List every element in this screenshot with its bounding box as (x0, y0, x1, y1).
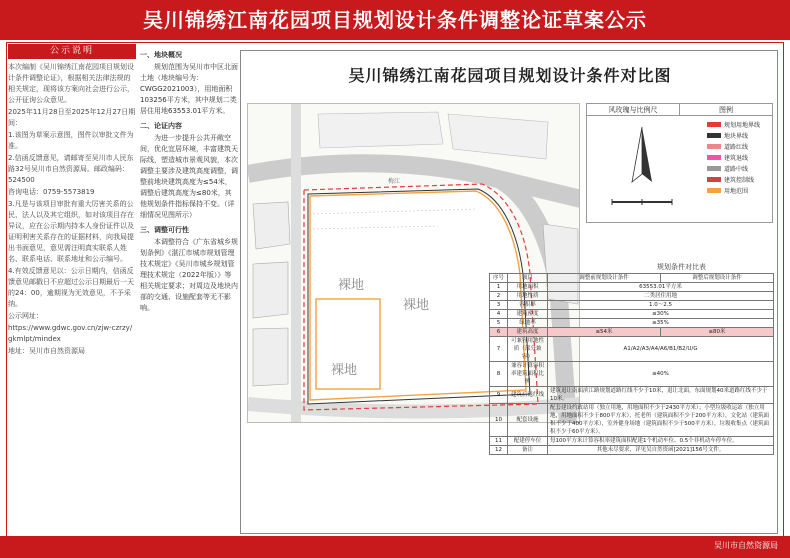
legend-item (707, 186, 748, 195)
row-item: 备注 (508, 446, 548, 455)
legend-header-compass: 风玫瑰与比例尺 (587, 104, 680, 115)
legend-swatch (707, 122, 721, 127)
row-number: 10 (490, 404, 508, 437)
row-item: 配建停车位 (508, 437, 548, 446)
notice-address: 地址：吴川市自然资源局 (8, 347, 85, 355)
legend-label: 道路中线 (724, 166, 749, 173)
notes-section (140, 121, 238, 221)
row-value: ≤40% (548, 362, 774, 387)
legend-label: 建筑退线 (724, 155, 749, 162)
page-title: 吴川锦绣江南花园项目规划设计条件调整论证草案公示 (0, 0, 790, 40)
table-caption: 规划条件对比表 (657, 263, 706, 271)
row-item: 用地面积 (508, 283, 548, 292)
row-value: ≤30% (548, 310, 774, 319)
table-row (490, 437, 774, 446)
legend-label: 用地范围 (724, 188, 749, 195)
legend-swatch (707, 144, 721, 149)
lot-label: 裸地 (403, 298, 430, 313)
notes-section-title: 三、调整可行性 (140, 226, 189, 234)
row-number: 12 (490, 446, 508, 455)
legend-item (707, 120, 760, 129)
notice-para: 2.信函反馈意见，请邮寄至吴川市人民东路32号吴川市自然资源局。邮政编码：524500 (8, 154, 134, 184)
legend-item (707, 142, 748, 151)
table-row (490, 283, 774, 292)
lot-label: 裸地 (331, 363, 358, 378)
table-header-cell: 调整前规划设计条件 (548, 274, 661, 283)
row-item: 用地性质 (508, 292, 548, 301)
row-before: ≤54米 (548, 328, 661, 337)
table-header-cell: 序号 (490, 274, 508, 283)
row-number: 6 (490, 328, 508, 337)
notes-section-title: 二、论证内容 (140, 122, 182, 130)
notice-heading: 公示说明 (8, 44, 136, 59)
row-item: 可兼容用地性质（部分兼容） (508, 337, 548, 362)
notice-para: 4.有效反馈意见以：公示日期内，信函反馈意见邮戳日不应超过公示日期最后一天的24：00，逾期视为无效意见，不予采纳。 (8, 267, 134, 308)
legend-swatch (707, 155, 721, 160)
table-row (490, 362, 774, 387)
row-number: 4 (490, 310, 508, 319)
legend-item (707, 153, 748, 162)
row-number: 2 (490, 292, 508, 301)
legend-item (707, 164, 748, 173)
row-value: 1.0～2.5 (548, 301, 774, 310)
row-number: 9 (490, 387, 508, 404)
notes-section (140, 50, 238, 117)
legend-swatch (707, 177, 721, 182)
row-item: 绿地率 (508, 319, 548, 328)
notice-para: 2025年11月28日至2025年12月27日期间： (8, 108, 136, 127)
row-number: 1 (490, 283, 508, 292)
row-value: ≥35% (548, 319, 774, 328)
table-row (490, 301, 774, 310)
notes-section-title: 一、地块概况 (140, 51, 182, 59)
notes-section-body: 本调整符合《广东省城乡规划条例》《湛江市城市规划管理技术规定》《吴川市城乡规划管理技术规定（2022年版）》等相关规定要求；对周边及地块内部的交通、设施配套等无不影响。 (140, 238, 238, 312)
row-number: 8 (490, 362, 508, 387)
row-value: 二类居住用地 (548, 292, 774, 301)
row-value: 其他未尽要求，详见吴自然资函[2021]156号文件。 (548, 446, 774, 455)
legend-header-legend: 图例 (719, 106, 733, 114)
comparison-table (489, 273, 774, 455)
row-after: ≤80米 (661, 328, 774, 337)
north-arrow-icon (607, 122, 677, 212)
row-item: 容积率 (508, 301, 548, 310)
row-item: 建筑后退红线 (508, 387, 548, 404)
notes-section (140, 225, 238, 314)
notice-sidebar (8, 44, 136, 532)
legend-swatch (707, 133, 721, 138)
table-body (490, 283, 774, 455)
row-item: 配套设施 (508, 404, 548, 437)
row-value: 配套建设约政站用（独立用地，用地面积不少于2430平方米）；小型垃圾收运站（独立用地，用地面积不少于800平方米），托老所（建筑面积不少于200平方米），文化站（建筑面积不少于400平方米），室外健身场地（建筑面积不少于500平方米），垃圾收集点（建筑面积不少于60平方米）。 (548, 404, 774, 437)
legend-label: 道路红线 (724, 144, 749, 151)
row-value: A1/A2/A3/A4/A6/B1/B2/U/G (548, 337, 774, 362)
drawing-title: 吴川锦绣江南花园项目规划设计条件对比图 (348, 66, 672, 85)
legend-swatch (707, 166, 721, 171)
notice-para: 公示网址： (8, 312, 43, 320)
notice-para: 咨询电话：0759-5573819 (8, 188, 95, 196)
comparison-table-wrap (489, 261, 774, 455)
row-number: 3 (490, 301, 508, 310)
row-item: 兼容计算容积率建筑面积比例 (508, 362, 548, 387)
table-header-cell: 项目 (508, 274, 548, 283)
legend-item (707, 131, 748, 140)
row-number: 11 (490, 437, 508, 446)
notes-column (140, 50, 238, 318)
notes-section-body: 为进一步提升公共开敞空间，优化宜居环境，丰富建筑天际线，塑造城市景观风貌，本次调整主要涉及建筑高度调整，调整前地块建筑高度为≤54米，调整后建筑高度为≤80米，其他规划条件指标保持不变。（详细情况见图所示） (140, 134, 238, 219)
legend-box (586, 103, 773, 223)
notes-section-body: 规划范围为吴川市中区北面土地（地块编号为：CWGG2021003），用地面积103256平方米，其中规划二类居住用地63553.01平方米。 (140, 63, 238, 115)
table-row (490, 292, 774, 301)
row-value: 每100平方米计算容积率建筑面积配建1个机动车位、0.5个非机动车停车位。 (548, 437, 774, 446)
table-row (490, 319, 774, 328)
drawing-panel (240, 50, 778, 534)
legend-item (707, 175, 754, 184)
row-number: 7 (490, 337, 508, 362)
lot-label: 裸地 (338, 278, 365, 293)
row-value: 63553.01平方米 (548, 283, 774, 292)
legend-label: 建筑控制线 (724, 177, 755, 184)
table-header-cell: 调整后规划设计条件 (661, 274, 774, 283)
legend-label: 地块界线 (724, 133, 749, 140)
notice-para: 3.凡是与该项目审批有重大厉害关系的公民、法人以及其它组织，如对该项目存在异议，应在公示期内持本人身份证件以及证明利害关系存在的证据材料，向我局提出书面意见，意见需注明真实联系人姓名、联系电话、联系地址和公示编号。 (8, 200, 134, 263)
row-item: 建筑密度 (508, 310, 548, 319)
table-row (490, 328, 774, 337)
footer-agency: 吴川市自然资源局 (714, 541, 778, 550)
table-row (490, 404, 774, 437)
notice-url[interactable]: https://www.gdwc.gov.cn/zjw-czrzy/gkmlpt/mindex (8, 324, 133, 343)
notice-para: 本次编制《吴川锦绣江南花园项目规划设计条件调整论证》，根据相关法律法规的相关规定，现将该方案向社会进行公示，公开征询公众意见。 (8, 63, 134, 104)
footer-bar (0, 536, 790, 558)
table-header-row (490, 274, 774, 283)
row-value: 建筑退让南面滨江路规划道路红线不少于10米，退让北面，东面规划40米道路红线不少于10米。 (548, 387, 774, 404)
legend-header (587, 104, 772, 116)
table-row (490, 387, 774, 404)
table-row (490, 337, 774, 362)
table-row (490, 310, 774, 319)
legend-label: 规划用地界线 (724, 122, 761, 129)
row-item: 建筑高度 (508, 328, 548, 337)
row-number: 5 (490, 319, 508, 328)
road-label: 梅江 (388, 178, 401, 185)
legend-swatch (707, 188, 721, 193)
notice-para: 1.该图为草案示意图，图件以审批文件为准。 (8, 131, 134, 150)
table-row (490, 446, 774, 455)
